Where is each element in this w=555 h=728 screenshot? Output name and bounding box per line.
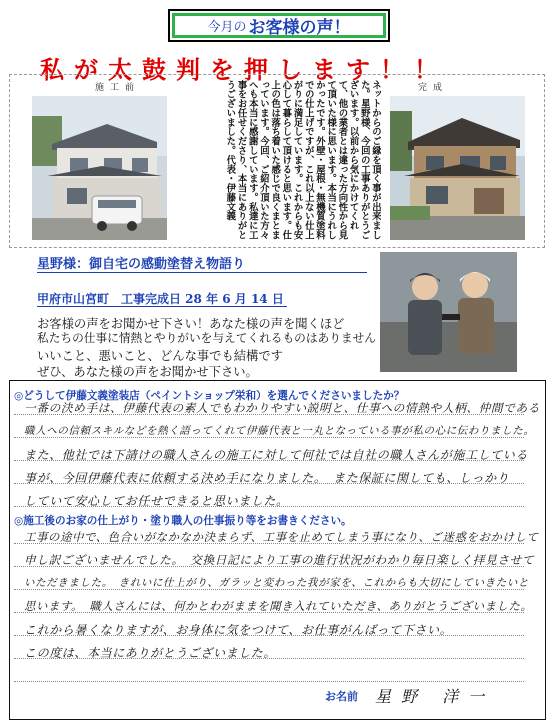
intro-line: お客様の声をお聞かせ下さい！あなた様の声を聞くほど xyxy=(37,317,345,331)
answer-2-line: この度は、本当にありがとうございました。 xyxy=(24,646,277,660)
answer-1-line: また、他社では下請けの職人さんの施工に対して何社では自社の職人さんが施工している xyxy=(24,448,529,462)
answer-1-line: 一番の決め手は、伊藤代表の素人でもわかりやすい説明と、仕事への情熱や人柄、仲間である xyxy=(24,401,541,415)
answer-1-line: 職人への信頼スキルなどを熱く語ってくれて伊藤代表と一丸となっている事が私の心に伝わりました。 xyxy=(24,425,535,437)
after-label: 完成 xyxy=(418,83,449,93)
answer-1-line: していて安心してお任せできると思いました。 xyxy=(24,494,289,508)
customer-photo xyxy=(380,252,517,372)
location-underline xyxy=(37,306,287,307)
answer-2-line: これから暑くなりますが、お身体に気をつけて、お仕事がんばって下さい。 xyxy=(24,623,453,637)
answer-2-line: 申し訳ございませんでした。 交換日記により工事の進行状況がわかり毎日楽しく拝見させて xyxy=(24,553,535,567)
subtitle-underline xyxy=(37,272,367,273)
location-and-date: 甲府市山宮町 工事完成日 28 年 6 月 14 日 xyxy=(37,292,284,306)
title-box xyxy=(168,9,390,42)
testimonial-vertical-text: ネットからのご縁を頂く事が出来ました。星野様、今回の工事ありがとうございます。以前から気にかけてくれて、他の業者とは違った方向性から見て頂いた様に思います。本当にうれしかったです。外壁・屋根・無機質塗料での仕上げですが、これ以上ない仕上がりに満足しています。これからも安心して暮らして頂けると思います。仕上の色は落ち着いた感じで良くまとまっています。今回、ご紹介頂いた方々へも本当に感謝しています。私達に工事をお任せくださり、本当にありがとうございました。代表・伊藤文義 xyxy=(224,80,381,240)
answer-2-line: 工事の途中で、色合いがなかなか決まらず、工事を止めてしまう事になり、ご迷惑をおかけして xyxy=(24,530,539,544)
customer-name: 星野 洋一 xyxy=(375,687,495,706)
question-2: ◎施工後のお家の仕上がり・塗り職人の仕事振り等をお書きください。 xyxy=(14,515,352,527)
page-title: お客様の声！ xyxy=(248,18,351,38)
title-prefix: 今月の xyxy=(207,20,247,35)
section-subtitle: 星野様：御自宅の感動塗替え物語り xyxy=(37,257,246,272)
intro-line: いいこと、悪いこと、どんな事でも結構です xyxy=(37,349,283,363)
intro-line: 私たちの仕事に情熱とやりがいを与えてくれるものはありません xyxy=(37,331,376,345)
ruled-line xyxy=(14,681,524,682)
answer-1-line: 事が、今回伊藤代表に依頼する決め手になりました。 また保証に関しても、しっかり xyxy=(24,471,510,485)
headline: 私が太鼓判を押します！！ xyxy=(40,55,448,84)
after-photo xyxy=(390,96,525,240)
name-label: お名前 xyxy=(325,690,358,703)
before-photo xyxy=(32,96,167,240)
before-label: 施工前 xyxy=(95,83,141,93)
intro-line: ぜひ、あなた様の声をお聞かせ下さい。 xyxy=(37,365,258,379)
question-1: ◎どうして伊藤文義塗装店（ペイントショップ栄和）を選んでくださいましたか？ xyxy=(14,390,405,402)
answer-2-line: いただきました。 きれいに仕上がり、ガラッと変わった我が家を、これからも大切にしていきたいと xyxy=(24,577,530,589)
answer-2-line: 思います。 職人さんには、何かとわがままを聞き入れていただき、ありがとうございました。 xyxy=(24,599,533,613)
